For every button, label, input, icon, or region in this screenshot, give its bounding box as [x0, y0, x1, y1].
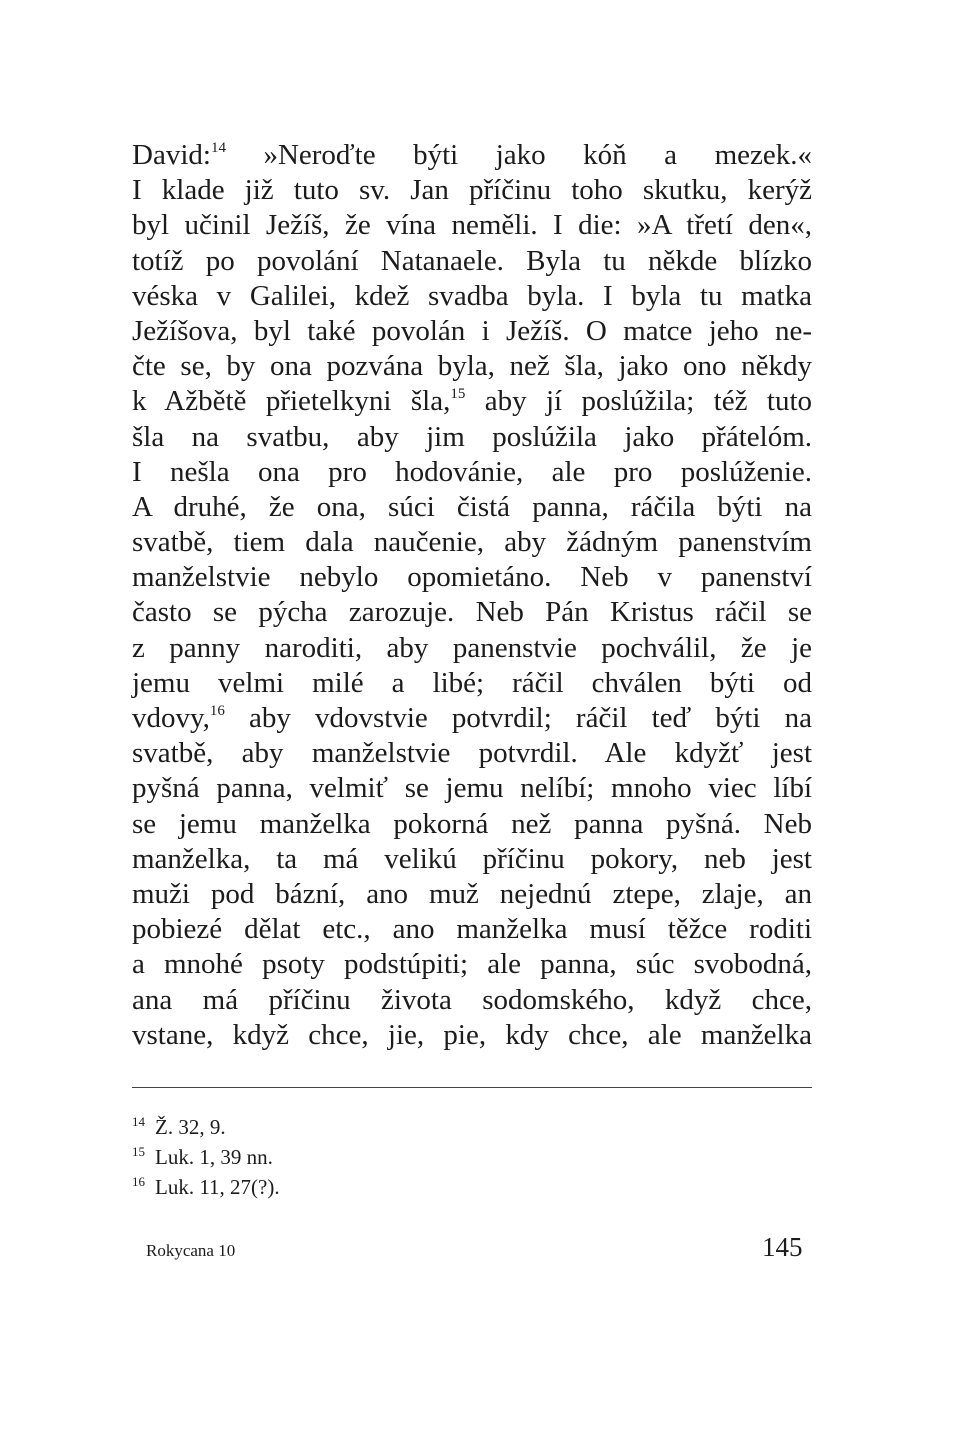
footnote-text: Luk. 1, 39 nn. [155, 1145, 273, 1169]
text-segment: I nešla ona pro hodovánie, ale pro poslúženie. [132, 455, 812, 488]
text-line [132, 807, 812, 842]
text-line [132, 771, 812, 806]
text-line [132, 912, 812, 947]
text-line [132, 525, 812, 560]
footnote-text: Ž. 32, 9. [155, 1115, 226, 1139]
text-segment: aby jí poslúžila; též tuto [465, 385, 812, 418]
footnote-number: 16 [132, 1174, 145, 1189]
text-line [132, 244, 812, 279]
text-segment: ana má příčinu života sodomského, když chce, [132, 983, 812, 1016]
text-line [132, 138, 812, 173]
text-segment: A druhé, že ona, súci čistá panna, ráčila býti na [132, 490, 812, 523]
text-line [132, 384, 812, 419]
text-segment: totíž po povolání Natanaele. Byla tu někde blízko [132, 244, 812, 277]
text-segment: David: [132, 139, 211, 171]
text-line [132, 420, 812, 455]
text-line [132, 983, 812, 1018]
text-segment: byl učinil Ježíš, že vína neměli. I die: »A třetí den«, [132, 209, 812, 242]
footnote [132, 1142, 280, 1172]
text-segment: véska v Galilei, kdež svadba byla. I byla tu matka [132, 279, 812, 312]
text-line [132, 455, 812, 490]
text-line [132, 842, 812, 877]
text-line [132, 349, 812, 384]
footnote-marker: 14 [210, 140, 226, 156]
text-line [132, 736, 812, 771]
text-segment: k Ažbětě přietelkyni šla, [132, 385, 451, 418]
text-segment: Ježíšova, byl také povolán i Ježíš. O matce jeho ne- [132, 314, 812, 347]
text-segment: šla na svatbu, aby jim poslúžila jako přátelóm. [132, 420, 812, 453]
text-segment: z panny naroditi, aby panenstvie pochválil, že je [132, 631, 812, 664]
footnote [132, 1172, 280, 1202]
text-segment: pobiezé dělat etc., ano manželka musí těžce roditi [132, 913, 812, 946]
footnote-text: Luk. 11, 27(?). [155, 1175, 280, 1199]
text-line [132, 877, 812, 912]
text-segment: a mnohé psoty podstúpiti; ale panna, súc svobodná, [132, 948, 812, 981]
text-segment: manželka, ta má velikú příčinu pokory, neb jest [132, 842, 812, 875]
text-line [132, 314, 812, 349]
text-line [132, 173, 812, 208]
text-segment: aby vdovstvie potvrdil; ráčil teď býti na [224, 702, 812, 734]
footnote-number: 14 [132, 1114, 145, 1129]
text-segment: se jemu manželka pokorná než panna pyšná. Neb [132, 807, 812, 840]
text-segment: manželstvie nebylo opomietáno. Neb v panenství [132, 561, 812, 594]
text-segment: I klade již tuto sv. Jan příčinu toho skutku, kerýž [132, 174, 812, 207]
footnote-rule [132, 1087, 812, 1088]
text-line [132, 560, 812, 595]
text-line [132, 631, 812, 666]
footnote-number: 15 [132, 1144, 145, 1159]
footnote-marker: 16 [209, 703, 225, 719]
text-line [132, 666, 812, 701]
text-segment: muži pod bázní, ano muž nejednú ztepe, zlaje, an [132, 877, 812, 910]
text-segment: pyšná panna, velmiť se jemu nelíbí; mnoho viec líbí [132, 772, 812, 805]
text-segment: čte se, by ona pozvána byla, než šla, jako ono někdy [132, 350, 812, 383]
text-segment: svatbě, aby manželstvie potvrdil. Ale kdyžť jest [132, 737, 812, 770]
footnote-marker: 15 [450, 386, 466, 403]
text-segment: vstane, když chce, jie, pie, kdy chce, ale manželka [132, 1018, 812, 1051]
text-line [132, 279, 812, 314]
text-line [132, 490, 812, 525]
page-number: 145 [762, 1232, 803, 1262]
text-segment: jemu velmi milé a libé; ráčil chválen býti od [132, 666, 812, 699]
text-line [132, 947, 812, 982]
text-segment: svatbě, tiem dala naučenie, aby žádným panenstvím [132, 526, 812, 559]
body-text [132, 138, 812, 1053]
text-segment: často se pýcha zarozuje. Neb Pán Kristus ráčil se [132, 596, 812, 629]
footnotes [132, 1112, 280, 1202]
text-segment: vdovy, [132, 702, 210, 734]
printer-signature: Rokycana 10 [146, 1241, 236, 1260]
text-segment: »Neroďte býti jako kóň a mezek.« [225, 139, 812, 171]
footnote [132, 1112, 280, 1142]
text-line [132, 595, 812, 630]
text-line [132, 1018, 812, 1053]
text-line [132, 701, 812, 736]
text-line [132, 208, 812, 243]
